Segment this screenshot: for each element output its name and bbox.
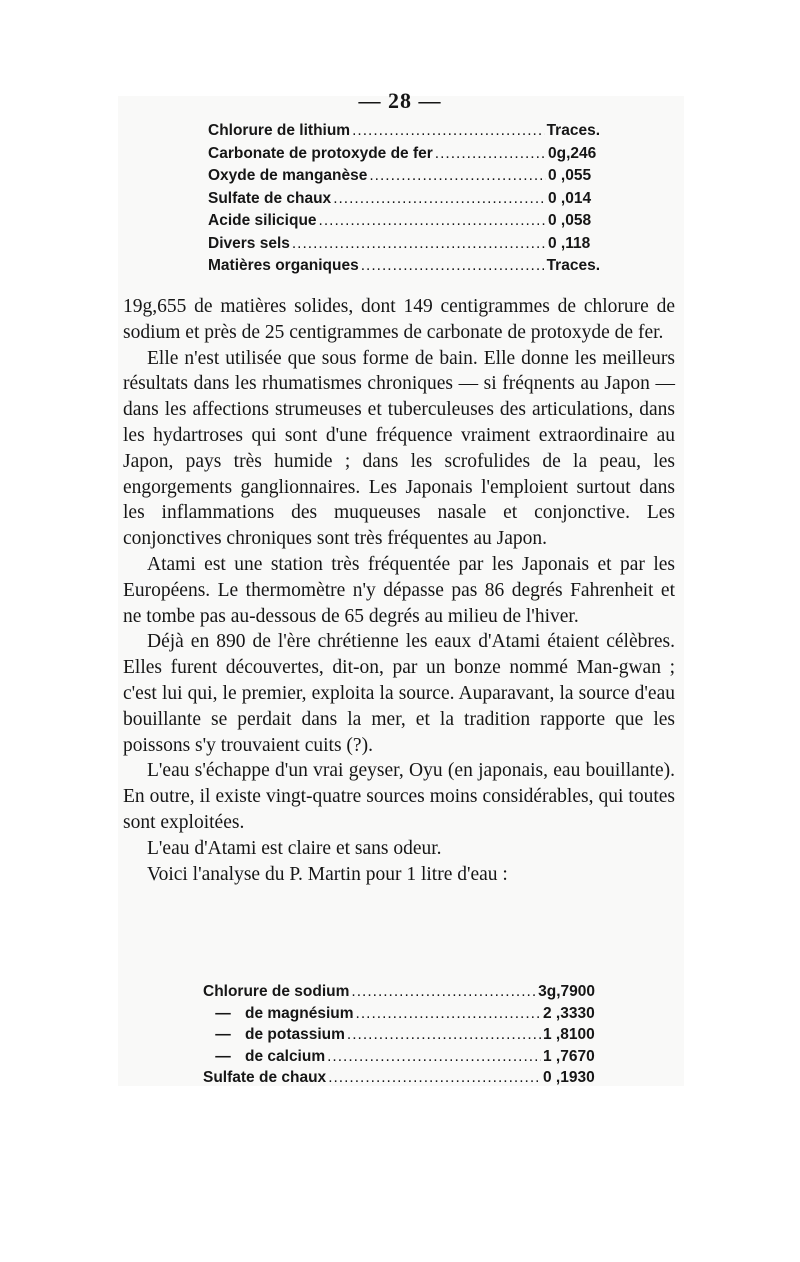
- paragraph: Voici l'analyse du P. Martin pour 1 litre d'eau :: [147, 863, 508, 885]
- table-row: [203, 981, 595, 1003]
- row-label: Oxyde de manganèse: [208, 167, 368, 184]
- row-value: 2 ,3330: [543, 1004, 595, 1022]
- row-label: Sulfate de chaux: [203, 1069, 327, 1087]
- paragraph: Atami est une station très fréquentée par les Japonais et par les Européens. Le thermomètre n'y dépasse pas 86 degrés Fahrenheit et ne tombe pas au-dessous de 65 degrés au milieu de l'hiver.: [123, 553, 675, 627]
- body-text: [123, 294, 675, 887]
- dot-leader: [327, 1046, 541, 1068]
- ditto-dash: —: [215, 1026, 231, 1044]
- analysis-table-bottom: [203, 981, 595, 1089]
- page-number: — 28 —: [358, 88, 442, 113]
- table-row: [208, 233, 600, 256]
- analysis-table-top: [208, 120, 600, 278]
- row-value: 3g,7900: [538, 983, 595, 1000]
- dot-leader: [435, 143, 546, 166]
- dot-leader: [352, 120, 544, 143]
- row-label-text: de calcium: [245, 1047, 326, 1065]
- dot-leader: [292, 233, 546, 256]
- table-row: [208, 255, 600, 278]
- paragraph: Elle n'est utilisée que sous forme de bain. Elle donne les meilleurs résultats dans les rhumatismes chroniques — si fréqnents au Japon — dans les affections strumeuses et tuberculeuses des articulations, dans les hydartroses qui sont d'une fréquence vraiment extraordinaire au Japon, pays très humide ; dans les scrofulides de la peau, les engorgements ganglionnaires. Les Japonais l'emploient surtout dans les inflammations des muqueuses nasale et conjonctive. Les conjonctives chroniques sont très fréquentes au Japon.: [123, 347, 675, 550]
- row-label: [203, 1003, 354, 1025]
- row-label: Sulfate de chaux: [208, 189, 332, 207]
- table-row: [203, 1003, 595, 1025]
- dot-leader: [351, 981, 536, 1003]
- dot-leader: [319, 210, 546, 233]
- dot-leader: [369, 165, 546, 188]
- row-label: Chlorure de lithium: [208, 122, 351, 139]
- ditto-dash: —: [215, 1004, 231, 1022]
- row-value: 0g,246: [548, 144, 597, 162]
- table-row: [203, 1046, 595, 1068]
- paragraph: L'eau s'échappe d'un vrai geyser, Oyu (en japonais, eau bouillante). En outre, il existe vingt-quatre sources moins considérables, qui toutes sont exploitées.: [123, 760, 675, 833]
- row-label: Carbonate de protoxyde de fer: [208, 144, 433, 162]
- row-value: 0 ,014: [548, 189, 592, 207]
- dot-leader: [333, 188, 546, 211]
- row-label-text: de magnésium: [245, 1004, 354, 1022]
- row-value: 0 ,1930: [543, 1069, 595, 1087]
- dot-leader: [347, 1024, 541, 1046]
- table-row: [208, 143, 600, 166]
- dot-leader: [356, 1003, 541, 1025]
- table-row: [208, 120, 600, 143]
- dot-leader: [328, 1067, 541, 1089]
- row-value: 0 ,058: [548, 212, 592, 229]
- row-label: Matières organiques: [208, 257, 359, 274]
- table-row: [208, 165, 600, 188]
- dot-leader: [361, 255, 545, 278]
- row-label: Acide silicique: [208, 212, 317, 229]
- row-value: Traces.: [546, 257, 600, 274]
- row-value: 1 ,8100: [543, 1026, 595, 1044]
- table-row: [203, 1024, 595, 1046]
- row-label-text: de potassium: [245, 1026, 345, 1044]
- row-label: [203, 1046, 325, 1068]
- table-row: [208, 210, 600, 233]
- paragraph: Déjà en 890 de l'ère chrétienne les eaux d'Atami étaient célèbres. Elles furent découvertes, dit-on, par un bonze nommé Man-gwan ; c'est lui qui, le premier, exploita la source. Auparavant, la source d'eau bouillante se perdait dans la mer, et la tradition rapporte que les poissons s'y trouvaient cuits (?).: [123, 631, 675, 756]
- ditto-dash: —: [215, 1047, 231, 1065]
- row-value: 0 ,055: [548, 167, 592, 184]
- row-value: 1 ,7670: [543, 1047, 595, 1065]
- row-value: 0 ,118: [548, 234, 591, 252]
- paragraph: 19g,655 de matières solides, dont 149 centigrammes de chlorure de sodium et près de 25 centigrammes de carbonate de protoxyde de fer.: [123, 296, 675, 343]
- table-row: [208, 188, 600, 211]
- row-value: Traces.: [546, 122, 600, 139]
- row-label: [203, 1024, 345, 1046]
- table-row: [203, 1067, 595, 1089]
- row-label: Chlorure de sodium: [203, 983, 350, 1000]
- paragraph: L'eau d'Atami est claire et sans odeur.: [147, 837, 442, 859]
- row-label: Divers sels: [208, 234, 290, 252]
